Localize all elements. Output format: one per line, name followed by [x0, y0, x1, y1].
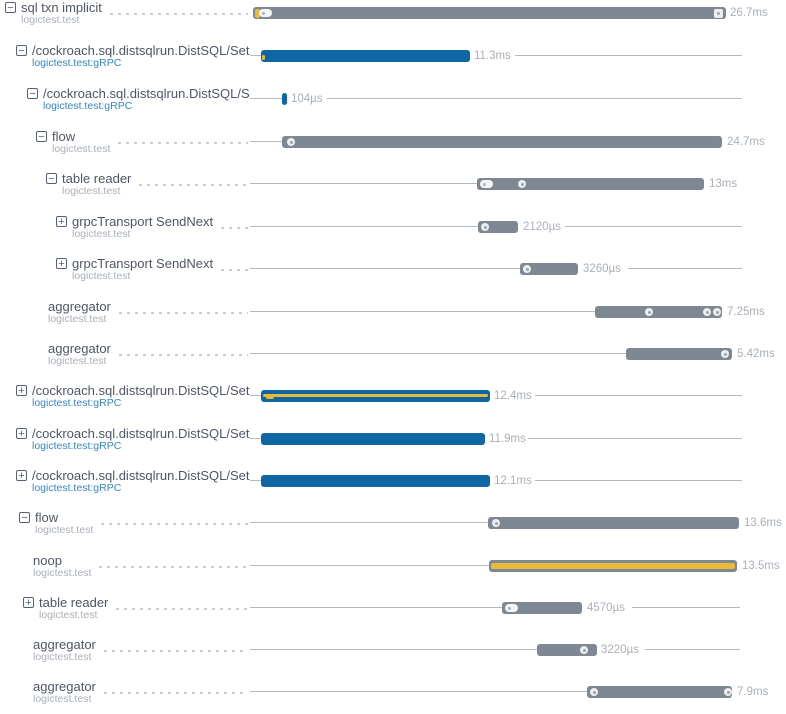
span-label [0, 680, 96, 705]
span-label-zone [0, 426, 254, 452]
span-name[interactable]: noop [33, 553, 62, 568]
span-locality: logictest.test [62, 184, 121, 197]
span-bar[interactable] [282, 136, 722, 148]
span-bar[interactable] [282, 93, 287, 105]
collapse-icon[interactable]: − [16, 45, 27, 56]
connector-dashes [116, 608, 248, 610]
span-locality: logictest.test [33, 692, 92, 705]
lead-line [250, 55, 261, 56]
trace-row [0, 426, 786, 452]
connector-dashes [119, 312, 248, 314]
span-bar[interactable] [502, 602, 582, 614]
trace-row [0, 553, 786, 579]
span-name[interactable]: grpcTransport SendNext [72, 214, 214, 229]
span-label [0, 300, 111, 325]
span-label [0, 44, 249, 69]
trace-row [0, 637, 786, 663]
event-marker[interactable] [518, 180, 526, 188]
span-duration: 13ms [709, 178, 738, 190]
trace-row [0, 595, 786, 621]
span-bar[interactable] [488, 517, 739, 529]
intraspan-highlight [491, 563, 735, 569]
span-label-zone [0, 595, 254, 621]
trail-line [632, 607, 740, 608]
trace-row [0, 0, 786, 26]
connector-dashes [221, 227, 248, 229]
span-label-zone [0, 553, 254, 579]
span-locality: logictest.test:gRPC [32, 56, 122, 69]
event-marker[interactable] [724, 688, 732, 696]
span-label [0, 384, 249, 409]
connector-dashes [104, 650, 248, 652]
span-label-text [33, 638, 96, 663]
trail-line [327, 98, 742, 99]
span-label-zone [0, 341, 254, 367]
trail-line [515, 55, 742, 56]
span-duration: 12.4ms [494, 390, 532, 402]
trace-row [0, 129, 786, 155]
span-name[interactable]: table reader [39, 595, 109, 610]
connector-dashes [119, 354, 248, 356]
trace-row [0, 256, 786, 282]
span-name[interactable]: /cockroach.sql.distsqlrun.DistSQL/S [43, 86, 250, 101]
expand-icon[interactable]: + [16, 470, 27, 481]
event-marker[interactable] [481, 223, 489, 231]
span-name[interactable]: /cockroach.sql.distsqlrun.DistSQL/Set [32, 426, 250, 441]
span-bar[interactable] [478, 221, 518, 233]
event-marker[interactable] [580, 646, 588, 654]
span-bar[interactable] [261, 475, 490, 487]
span-label-zone [0, 510, 254, 536]
span-locality: logictest.test [35, 523, 94, 536]
span-name[interactable]: aggregator [48, 341, 111, 356]
event-marker[interactable] [645, 308, 653, 316]
span-label-text [39, 596, 108, 621]
lead-line [250, 438, 261, 439]
span-name[interactable]: flow [52, 129, 76, 144]
lead-line [250, 395, 261, 396]
span-name[interactable]: /cockroach.sql.distsqlrun.DistSQL/Set [32, 43, 250, 58]
event-marker[interactable] [287, 138, 295, 146]
span-duration: 13.5ms [742, 560, 780, 572]
span-locality: logictest.test:gRPC [32, 481, 122, 494]
span-name[interactable]: table reader [62, 171, 132, 186]
span-bar[interactable] [626, 348, 732, 360]
span-locality: logictest.test:gRPC [32, 439, 122, 452]
span-duration: 24.7ms [727, 136, 765, 148]
span-label [0, 427, 249, 452]
span-label [0, 1, 102, 26]
span-duration: 3220µs [601, 644, 639, 656]
span-duration: 4570µs [587, 602, 625, 614]
span-label-zone [0, 43, 254, 69]
connector-dashes [118, 142, 248, 144]
span-label-zone [0, 299, 254, 325]
collapse-icon[interactable]: − [46, 173, 57, 184]
connector-dashes [101, 523, 248, 525]
connector-dashes [99, 566, 248, 568]
span-locality: logictest.test [52, 142, 111, 155]
lead-line [250, 98, 282, 99]
span-duration: 12.1ms [494, 475, 532, 487]
lead-line [250, 268, 520, 269]
span-bar[interactable] [261, 50, 470, 62]
trace-row [0, 43, 786, 69]
lead-line [250, 607, 502, 608]
span-label [0, 130, 110, 155]
expand-icon[interactable]: + [16, 385, 27, 396]
span-label-text [52, 130, 110, 155]
span-bar[interactable] [477, 178, 704, 190]
lead-line [250, 522, 488, 523]
span-bar[interactable] [253, 7, 726, 19]
trace-row [0, 468, 786, 494]
span-bar[interactable] [537, 644, 597, 656]
span-label-text [72, 257, 213, 282]
span-label-text [33, 680, 96, 705]
connector-dashes [104, 692, 248, 694]
expand-icon[interactable]: + [56, 258, 67, 269]
span-label-zone [0, 171, 254, 197]
trace-row [0, 299, 786, 325]
span-label [0, 172, 131, 197]
span-bar[interactable] [587, 686, 732, 698]
event-marker[interactable] [259, 9, 272, 17]
span-label-zone [0, 86, 254, 112]
lead-line [250, 183, 477, 184]
span-duration: 11.9ms [489, 433, 526, 445]
span-locality: logictest.test:gRPC [32, 396, 122, 409]
span-bar[interactable] [489, 560, 737, 572]
span-label-text [43, 87, 250, 112]
connector-dashes [221, 269, 248, 271]
span-locality: logictest.test [48, 354, 107, 367]
trace-row [0, 214, 786, 240]
trail-line [535, 480, 742, 481]
trail-line [628, 268, 742, 269]
span-label [0, 342, 111, 367]
lead-line [250, 353, 626, 354]
span-locality: logictest.test [72, 227, 131, 240]
trail-line [565, 226, 742, 227]
span-label-zone [0, 256, 254, 282]
span-locality: logictest.test [39, 608, 98, 621]
span-label-text [21, 1, 102, 26]
span-label-zone [0, 214, 254, 240]
span-bar[interactable] [261, 390, 490, 402]
event-marker[interactable] [721, 350, 729, 358]
span-label-text [48, 342, 111, 367]
span-label-text [62, 172, 131, 197]
expand-icon[interactable]: + [16, 428, 27, 439]
span-label-text [32, 427, 249, 452]
trace-row [0, 86, 786, 112]
lead-line [250, 311, 595, 312]
span-locality: logictest.test [33, 650, 92, 663]
span-duration: 11.3ms [474, 50, 511, 62]
connector-dashes [139, 184, 248, 186]
connector-dashes [110, 13, 248, 15]
span-duration: 5.42ms [737, 348, 775, 360]
span-duration: 7.25ms [727, 306, 765, 318]
span-name[interactable]: sql txn implicit [21, 0, 102, 15]
trace-row [0, 510, 786, 536]
lead-line [250, 649, 537, 650]
span-label-text [35, 511, 93, 536]
span-locality: logictest.test:gRPC [43, 99, 133, 112]
span-duration: 2120µs [523, 221, 561, 233]
span-label-text [33, 554, 91, 579]
span-name[interactable]: aggregator [48, 299, 111, 314]
span-label-text [32, 384, 249, 409]
trail-line [528, 438, 742, 439]
span-name[interactable]: /cockroach.sql.distsqlrun.DistSQL/Set [32, 383, 250, 398]
trace-row [0, 383, 786, 409]
event-highlight [266, 394, 274, 399]
span-bar[interactable] [595, 306, 722, 318]
span-label [0, 554, 91, 579]
trace-row [0, 679, 786, 705]
event-marker[interactable] [523, 265, 531, 273]
event-marker[interactable] [703, 308, 711, 316]
span-duration: 13.6ms [744, 517, 782, 529]
span-duration: 26.7ms [730, 7, 768, 19]
span-label-text [32, 44, 249, 69]
span-name[interactable]: flow [35, 510, 59, 525]
span-duration: 104µs [291, 93, 323, 105]
lead-line [250, 565, 489, 566]
collapse-icon[interactable]: − [36, 131, 47, 142]
collapse-icon[interactable]: − [27, 88, 38, 99]
trail-line [645, 649, 740, 650]
span-label-zone [0, 383, 254, 409]
intraspan-highlight [263, 394, 488, 397]
span-locality: logictest.test [72, 269, 131, 282]
span-duration: 7.9ms [737, 686, 769, 698]
span-label-zone [0, 129, 254, 155]
trace-row [0, 341, 786, 367]
span-label [0, 638, 96, 663]
collapse-icon[interactable]: − [19, 512, 30, 523]
span-label [0, 87, 250, 112]
event-marker[interactable] [713, 308, 721, 316]
event-marker[interactable] [492, 519, 500, 527]
span-label [0, 469, 249, 494]
span-name[interactable]: /cockroach.sql.distsqlrun.DistSQL/Set [32, 468, 250, 483]
event-marker[interactable] [714, 9, 723, 18]
event-highlight [262, 55, 265, 60]
trail-line [535, 395, 742, 396]
lead-line [250, 691, 587, 692]
span-name[interactable]: aggregator [33, 679, 96, 694]
span-duration: 3260µs [583, 263, 621, 275]
lead-line [250, 480, 261, 481]
span-bar[interactable] [520, 263, 578, 275]
span-label-text [48, 300, 111, 325]
span-label-zone [0, 468, 254, 494]
event-marker[interactable] [480, 180, 493, 188]
event-marker[interactable] [505, 604, 518, 612]
span-locality: logictest.test [21, 13, 80, 26]
span-label-zone [0, 637, 254, 663]
trace-row [0, 171, 786, 197]
lead-line [250, 141, 282, 142]
span-label [0, 596, 108, 621]
span-label-text [72, 215, 213, 240]
collapse-icon[interactable]: − [5, 2, 16, 13]
span-name[interactable]: aggregator [33, 637, 96, 652]
span-name[interactable]: grpcTransport SendNext [72, 256, 214, 271]
span-label [0, 215, 213, 240]
span-label-text [32, 469, 249, 494]
span-label-zone [0, 679, 254, 705]
lead-line [250, 226, 478, 227]
event-marker[interactable] [590, 688, 598, 696]
span-label [0, 257, 213, 282]
expand-icon[interactable]: + [23, 597, 34, 608]
expand-icon[interactable]: + [56, 216, 67, 227]
span-locality: logictest.test [33, 566, 92, 579]
span-label-zone [0, 0, 254, 26]
span-locality: logictest.test [48, 312, 107, 325]
span-bar[interactable] [261, 433, 485, 445]
span-label [0, 511, 93, 536]
